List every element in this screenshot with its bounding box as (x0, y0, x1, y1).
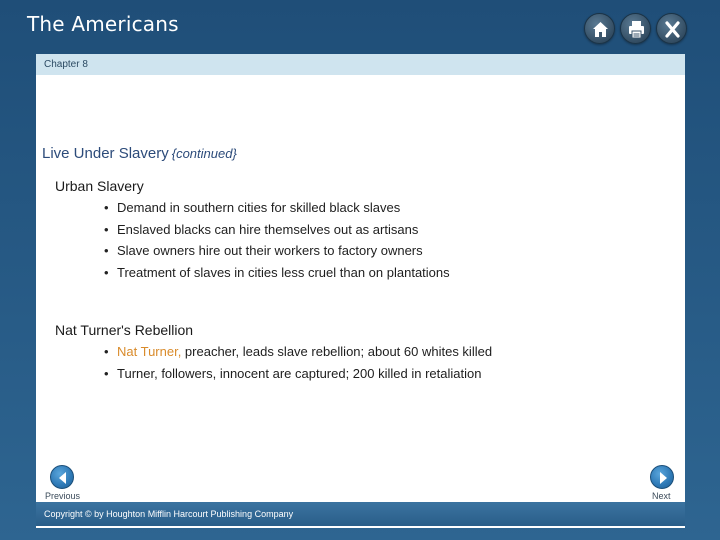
next-button[interactable] (650, 465, 674, 489)
home-button[interactable] (584, 13, 615, 44)
home-icon (585, 14, 616, 45)
slide-panel (36, 54, 685, 528)
close-icon (657, 14, 688, 45)
section-heading-urban-slavery: Urban Slavery (55, 178, 144, 194)
arrow-right-icon (651, 466, 675, 490)
previous-button[interactable] (50, 465, 74, 489)
slide-title-suffix: {continued} (171, 146, 237, 161)
chapter-bar (36, 54, 685, 75)
list-item: • Demand in southern cities for skilled black slaves (104, 200, 450, 222)
list-item: • Slave owners hire out their workers to factory owners (104, 243, 450, 265)
chapter-label: Chapter 8 (44, 59, 88, 70)
list-item: • Enslaved blacks can hire themselves out as artisans (104, 222, 450, 244)
section-heading-nat-turner: Nat Turner's Rebellion (55, 322, 194, 338)
arrow-left-icon (51, 466, 75, 490)
next-label[interactable]: Next (652, 491, 671, 501)
list-item: • Turner, followers, innocent are captured; 200 killed in retaliation (104, 366, 492, 388)
list-item: • Treatment of slaves in cities less cruel than on plantations (104, 265, 450, 287)
print-button[interactable] (620, 13, 651, 44)
print-icon (621, 14, 652, 45)
highlight-term: Nat Turner, (117, 344, 182, 359)
close-button[interactable] (656, 13, 687, 44)
list-item (104, 344, 492, 366)
slide-title-text: Live Under Slavery (42, 145, 169, 162)
slide-title (42, 145, 237, 162)
copyright-text: Copyright © by Houghton Mifflin Harcourt Publishing Company (44, 509, 294, 519)
footer-bar (36, 502, 685, 526)
urban-slavery-list (104, 200, 450, 286)
previous-label[interactable]: Previous (45, 491, 81, 501)
app-title: The Americans (27, 12, 179, 36)
nat-turner-list (104, 344, 492, 387)
list-item-text: preacher, leads slave rebellion; about 60 whites killed (181, 344, 493, 359)
